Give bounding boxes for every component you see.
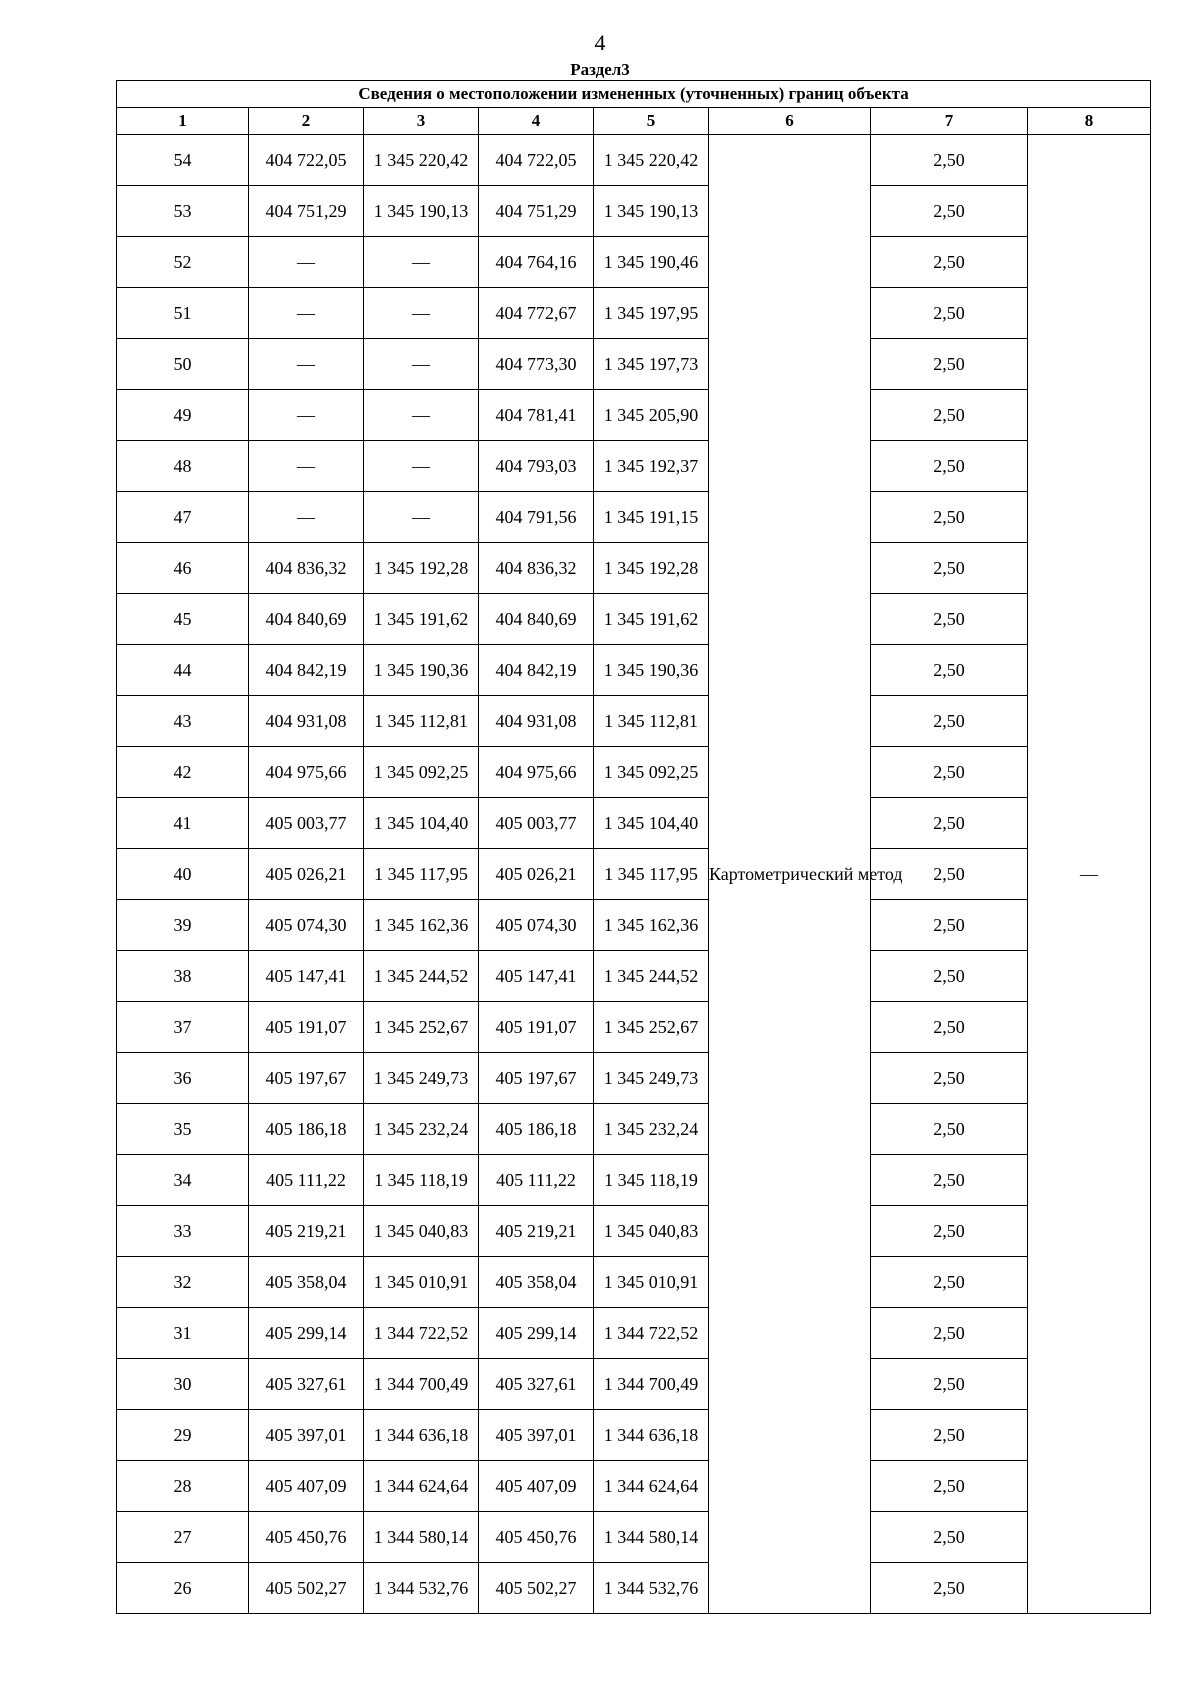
accuracy-cell: 2,50 [871, 645, 1028, 696]
table-row [117, 798, 1151, 849]
old-y-cell: 1 345 220,42 [364, 135, 479, 186]
old-y-cell: 1 345 117,95 [364, 849, 479, 900]
old-y-cell: 1 345 252,67 [364, 1002, 479, 1053]
table-row [117, 390, 1151, 441]
old-x-cell: 404 840,69 [249, 594, 364, 645]
accuracy-cell: 2,50 [871, 135, 1028, 186]
point-number-cell: 51 [117, 288, 249, 339]
old-x-cell: — [249, 390, 364, 441]
point-number-cell: 36 [117, 1053, 249, 1104]
table-row [117, 747, 1151, 798]
old-y-cell: 1 345 249,73 [364, 1053, 479, 1104]
new-y-cell: 1 345 244,52 [594, 951, 709, 1002]
point-number-cell: 32 [117, 1257, 249, 1308]
point-number-cell: 37 [117, 1002, 249, 1053]
new-y-cell: 1 345 191,15 [594, 492, 709, 543]
point-number-cell: 53 [117, 186, 249, 237]
new-y-cell: 1 345 190,13 [594, 186, 709, 237]
table-row [117, 441, 1151, 492]
old-x-cell: 405 397,01 [249, 1410, 364, 1461]
table-row [117, 1257, 1151, 1308]
new-x-cell: 404 781,41 [479, 390, 594, 441]
accuracy-cell: 2,50 [871, 1002, 1028, 1053]
new-x-cell: 404 836,32 [479, 543, 594, 594]
new-x-cell: 405 003,77 [479, 798, 594, 849]
old-x-cell: 405 299,14 [249, 1308, 364, 1359]
old-x-cell: 404 751,29 [249, 186, 364, 237]
point-number-cell: 26 [117, 1563, 249, 1614]
point-number-cell: 34 [117, 1155, 249, 1206]
new-y-cell: 1 345 197,73 [594, 339, 709, 390]
point-number-cell: 33 [117, 1206, 249, 1257]
old-y-cell: 1 345 232,24 [364, 1104, 479, 1155]
point-number-cell: 35 [117, 1104, 249, 1155]
point-number-cell: 29 [117, 1410, 249, 1461]
new-x-cell: 404 793,03 [479, 441, 594, 492]
old-x-cell: 405 197,67 [249, 1053, 364, 1104]
point-number-cell: 48 [117, 441, 249, 492]
new-y-cell: 1 345 192,37 [594, 441, 709, 492]
table-row [117, 900, 1151, 951]
old-y-cell: 1 344 532,76 [364, 1563, 479, 1614]
boundary-coordinates-table [116, 80, 1151, 1614]
new-x-cell: 405 397,01 [479, 1410, 594, 1461]
old-y-cell: 1 345 104,40 [364, 798, 479, 849]
old-y-cell: 1 345 192,28 [364, 543, 479, 594]
method-cell: Картометрический метод [709, 135, 871, 1614]
new-x-cell: 404 773,30 [479, 339, 594, 390]
accuracy-cell: 2,50 [871, 339, 1028, 390]
table-row [117, 951, 1151, 1002]
accuracy-cell: 2,50 [871, 900, 1028, 951]
column-header: 4 [479, 108, 594, 135]
table-row [117, 1053, 1151, 1104]
table-row [117, 1308, 1151, 1359]
old-y-cell: — [364, 441, 479, 492]
table-caption: Сведения о местоположении измененных (уточненных) границ объекта [117, 81, 1151, 108]
accuracy-cell: 2,50 [871, 1512, 1028, 1563]
new-x-cell: 405 299,14 [479, 1308, 594, 1359]
accuracy-cell: 2,50 [871, 1155, 1028, 1206]
new-y-cell: 1 345 197,95 [594, 288, 709, 339]
table-row [117, 1206, 1151, 1257]
table-row [117, 1410, 1151, 1461]
point-number-cell: 50 [117, 339, 249, 390]
old-y-cell: 1 345 010,91 [364, 1257, 479, 1308]
new-x-cell: 404 975,66 [479, 747, 594, 798]
new-x-cell: 405 026,21 [479, 849, 594, 900]
new-x-cell: 405 074,30 [479, 900, 594, 951]
old-x-cell: 405 026,21 [249, 849, 364, 900]
point-number-cell: 30 [117, 1359, 249, 1410]
new-y-cell: 1 345 162,36 [594, 900, 709, 951]
new-x-cell: 404 772,67 [479, 288, 594, 339]
new-x-cell: 404 764,16 [479, 237, 594, 288]
point-number-cell: 54 [117, 135, 249, 186]
new-y-cell: 1 345 192,28 [594, 543, 709, 594]
old-x-cell: — [249, 339, 364, 390]
old-y-cell: 1 344 624,64 [364, 1461, 479, 1512]
column-8-cell: — [1028, 135, 1151, 1614]
table-row [117, 186, 1151, 237]
old-y-cell: 1 345 112,81 [364, 696, 479, 747]
accuracy-cell: 2,50 [871, 288, 1028, 339]
table-row [117, 135, 1151, 186]
accuracy-cell: 2,50 [871, 1359, 1028, 1410]
accuracy-cell: 2,50 [871, 747, 1028, 798]
new-x-cell: 404 842,19 [479, 645, 594, 696]
new-y-cell: 1 345 010,91 [594, 1257, 709, 1308]
new-y-cell: 1 345 205,90 [594, 390, 709, 441]
column-header: 3 [364, 108, 479, 135]
new-x-cell: 405 191,07 [479, 1002, 594, 1053]
new-y-cell: 1 344 624,64 [594, 1461, 709, 1512]
old-y-cell: 1 345 040,83 [364, 1206, 479, 1257]
old-x-cell: 405 450,76 [249, 1512, 364, 1563]
column-header: 5 [594, 108, 709, 135]
new-y-cell: 1 344 580,14 [594, 1512, 709, 1563]
point-number-cell: 44 [117, 645, 249, 696]
new-y-cell: 1 345 104,40 [594, 798, 709, 849]
new-y-cell: 1 345 092,25 [594, 747, 709, 798]
old-x-cell: — [249, 288, 364, 339]
table-row [117, 1104, 1151, 1155]
new-y-cell: 1 345 190,46 [594, 237, 709, 288]
table-row [117, 594, 1151, 645]
table-body [117, 135, 1151, 1614]
new-x-cell: 404 791,56 [479, 492, 594, 543]
accuracy-cell: 2,50 [871, 1104, 1028, 1155]
new-x-cell: 405 502,27 [479, 1563, 594, 1614]
new-y-cell: 1 344 700,49 [594, 1359, 709, 1410]
old-x-cell: 404 836,32 [249, 543, 364, 594]
old-y-cell: 1 345 092,25 [364, 747, 479, 798]
accuracy-cell: 2,50 [871, 1206, 1028, 1257]
new-y-cell: 1 345 220,42 [594, 135, 709, 186]
old-x-cell: 405 111,22 [249, 1155, 364, 1206]
old-y-cell: 1 345 162,36 [364, 900, 479, 951]
column-header: 8 [1028, 108, 1151, 135]
accuracy-cell: 2,50 [871, 1257, 1028, 1308]
table-row [117, 288, 1151, 339]
accuracy-cell: 2,50 [871, 1410, 1028, 1461]
new-x-cell: 405 219,21 [479, 1206, 594, 1257]
old-y-cell: 1 345 190,36 [364, 645, 479, 696]
page-number: 4 [594, 30, 606, 55]
table-row [117, 1563, 1151, 1614]
old-x-cell: 405 003,77 [249, 798, 364, 849]
new-y-cell: 1 345 040,83 [594, 1206, 709, 1257]
old-x-cell: 405 327,61 [249, 1359, 364, 1410]
point-number-cell: 31 [117, 1308, 249, 1359]
point-number-cell: 40 [117, 849, 249, 900]
table-row [117, 492, 1151, 543]
old-x-cell: 405 502,27 [249, 1563, 364, 1614]
table-row [117, 849, 1151, 900]
old-x-cell: — [249, 492, 364, 543]
old-y-cell: 1 344 636,18 [364, 1410, 479, 1461]
old-y-cell: — [364, 390, 479, 441]
accuracy-cell: 2,50 [871, 849, 1028, 900]
old-x-cell: 405 219,21 [249, 1206, 364, 1257]
section-label: Раздел3 [570, 60, 630, 79]
point-number-cell: 28 [117, 1461, 249, 1512]
new-y-cell: 1 345 112,81 [594, 696, 709, 747]
new-x-cell: 404 840,69 [479, 594, 594, 645]
new-y-cell: 1 345 190,36 [594, 645, 709, 696]
point-number-cell: 39 [117, 900, 249, 951]
old-x-cell: 404 975,66 [249, 747, 364, 798]
old-y-cell: 1 344 700,49 [364, 1359, 479, 1410]
new-x-cell: 404 931,08 [479, 696, 594, 747]
accuracy-cell: 2,50 [871, 1308, 1028, 1359]
new-x-cell: 404 751,29 [479, 186, 594, 237]
old-x-cell: 404 722,05 [249, 135, 364, 186]
new-x-cell: 405 111,22 [479, 1155, 594, 1206]
old-y-cell: — [364, 492, 479, 543]
new-y-cell: 1 344 636,18 [594, 1410, 709, 1461]
new-x-cell: 405 197,67 [479, 1053, 594, 1104]
new-x-cell: 405 327,61 [479, 1359, 594, 1410]
old-x-cell: 405 358,04 [249, 1257, 364, 1308]
table-row [117, 1155, 1151, 1206]
column-header: 7 [871, 108, 1028, 135]
column-header: 2 [249, 108, 364, 135]
old-x-cell: — [249, 237, 364, 288]
accuracy-cell: 2,50 [871, 594, 1028, 645]
table-row [117, 1512, 1151, 1563]
table-row [117, 1461, 1151, 1512]
table-row [117, 237, 1151, 288]
point-number-cell: 42 [117, 747, 249, 798]
point-number-cell: 47 [117, 492, 249, 543]
old-x-cell: 405 147,41 [249, 951, 364, 1002]
new-y-cell: 1 344 532,76 [594, 1563, 709, 1614]
accuracy-cell: 2,50 [871, 951, 1028, 1002]
old-x-cell: 405 186,18 [249, 1104, 364, 1155]
accuracy-cell: 2,50 [871, 1053, 1028, 1104]
old-y-cell: 1 345 118,19 [364, 1155, 479, 1206]
new-x-cell: 405 450,76 [479, 1512, 594, 1563]
table-row [117, 543, 1151, 594]
accuracy-cell: 2,50 [871, 696, 1028, 747]
old-y-cell: — [364, 339, 479, 390]
old-x-cell: 405 407,09 [249, 1461, 364, 1512]
old-x-cell: 404 931,08 [249, 696, 364, 747]
new-y-cell: 1 345 118,19 [594, 1155, 709, 1206]
old-x-cell: 404 842,19 [249, 645, 364, 696]
new-x-cell: 405 147,41 [479, 951, 594, 1002]
accuracy-cell: 2,50 [871, 441, 1028, 492]
accuracy-cell: 2,50 [871, 1461, 1028, 1512]
accuracy-cell: 2,50 [871, 543, 1028, 594]
new-y-cell: 1 345 252,67 [594, 1002, 709, 1053]
point-number-cell: 41 [117, 798, 249, 849]
old-y-cell: 1 345 244,52 [364, 951, 479, 1002]
old-x-cell: — [249, 441, 364, 492]
accuracy-cell: 2,50 [871, 1563, 1028, 1614]
table-row [117, 1002, 1151, 1053]
new-y-cell: 1 344 722,52 [594, 1308, 709, 1359]
accuracy-cell: 2,50 [871, 237, 1028, 288]
accuracy-cell: 2,50 [871, 186, 1028, 237]
old-y-cell: 1 345 190,13 [364, 186, 479, 237]
point-number-cell: 38 [117, 951, 249, 1002]
point-number-cell: 52 [117, 237, 249, 288]
new-x-cell: 405 358,04 [479, 1257, 594, 1308]
new-x-cell: 405 407,09 [479, 1461, 594, 1512]
point-number-cell: 45 [117, 594, 249, 645]
column-header: 6 [709, 108, 871, 135]
old-y-cell: 1 344 580,14 [364, 1512, 479, 1563]
new-y-cell: 1 345 249,73 [594, 1053, 709, 1104]
point-number-cell: 49 [117, 390, 249, 441]
column-header: 1 [117, 108, 249, 135]
old-x-cell: 405 074,30 [249, 900, 364, 951]
accuracy-cell: 2,50 [871, 798, 1028, 849]
table-row [117, 696, 1151, 747]
table-row [117, 339, 1151, 390]
new-y-cell: 1 345 117,95 [594, 849, 709, 900]
accuracy-cell: 2,50 [871, 492, 1028, 543]
old-y-cell: — [364, 288, 479, 339]
accuracy-cell: 2,50 [871, 390, 1028, 441]
new-y-cell: 1 345 191,62 [594, 594, 709, 645]
new-y-cell: 1 345 232,24 [594, 1104, 709, 1155]
old-y-cell: 1 345 191,62 [364, 594, 479, 645]
column-number-row [117, 108, 1151, 135]
point-number-cell: 27 [117, 1512, 249, 1563]
new-x-cell: 405 186,18 [479, 1104, 594, 1155]
table-row [117, 645, 1151, 696]
point-number-cell: 46 [117, 543, 249, 594]
old-y-cell: 1 344 722,52 [364, 1308, 479, 1359]
table-row [117, 1359, 1151, 1410]
old-y-cell: — [364, 237, 479, 288]
point-number-cell: 43 [117, 696, 249, 747]
old-x-cell: 405 191,07 [249, 1002, 364, 1053]
new-x-cell: 404 722,05 [479, 135, 594, 186]
